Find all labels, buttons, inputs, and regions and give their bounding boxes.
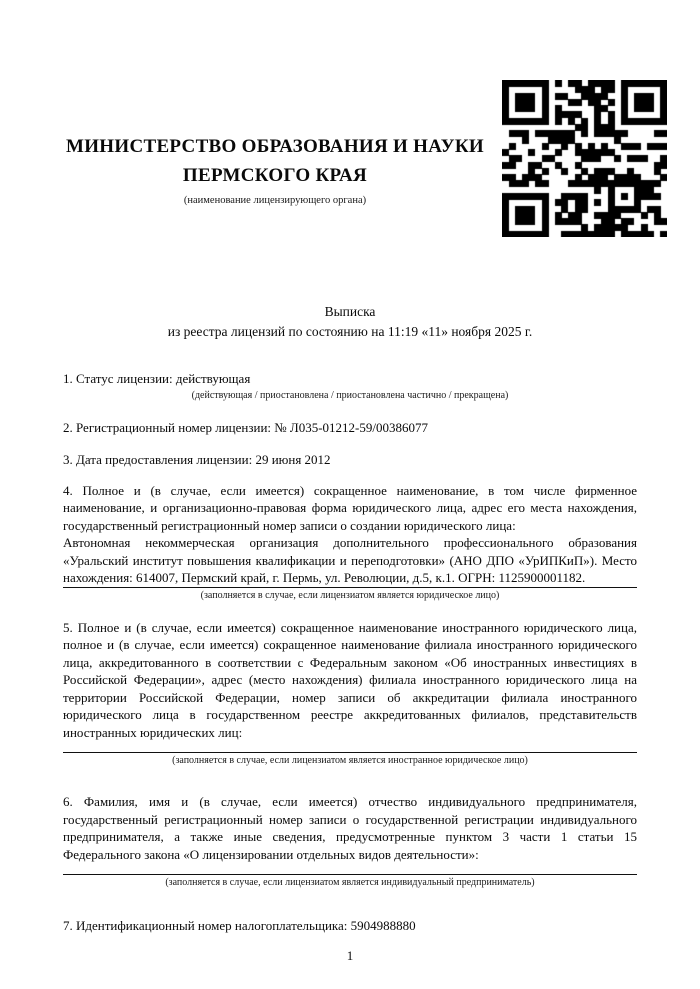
issuer-name-line2: ПЕРМСКОГО КРАЯ [182,165,368,186]
document-title-line1: Выписка [324,304,376,319]
item-6-text: 6. Фамилия, имя и (в случае, если имеется) отчество индивидуального предпринимателя, государственный регистрационный номер записи о государственной регистрации индивидуального предпринимателя, а также иные сведения, предусмотренные пунктом 3 части 1 статьи 15 Федерального закона «О лицензировании отдельных видов деятельности»: [63,794,637,862]
license-item-1-status [63,370,637,402]
issuer-caption: (наименование лицензирующего органа) [183,195,367,206]
qr-code-image [502,80,667,237]
item-4-text: 4. Полное и (в случае, если имеется) сокращенное наименование, в том числе фирменное наименование, и организационно-правовая форма юридического лица, адрес его места нахождения, государственный регистрационный номер записи о создании юридического лица: [63,482,637,533]
item-4-answer: Автономная некоммерческая организация дополнительного профессионального образования «Уральский институт повышения квалификации и переподготовки» (АНО ДПО «УрИПКиП»). Место нахождения: 614007, Пермский край, г. Пермь, ул. Революции, д.5, к.1. ОГРН: 1125900001182. [63,534,637,588]
item-5-caption: (заполняется в случае, если лицензиатом является иностранное юридическое лицо) [172,755,528,766]
license-item-4-legal-entity [63,482,637,602]
item-3-text: 3. Дата предоставления лицензии: 29 июня 2012 [63,452,331,467]
page-number: 1 [346,947,354,963]
issuer-header [63,0,487,207]
item-1-caption: (действующая / приостановлена / приостановлена частично / прекращена) [191,389,509,401]
license-item-7-inn [63,917,637,935]
item-7-text: 7. Идентификационный номер налогоплательщика: 5904988880 [63,918,416,933]
item-1-text: 1. Статус лицензии: действующая [63,371,251,386]
license-item-3-grant-date [63,451,637,469]
license-item-5-foreign-entity [63,619,637,768]
item-5-blank-answer-line [63,741,637,753]
issuer-name [63,132,487,190]
item-6-caption: (заполняется в случае, если лицензиатом является индивидуальный предприниматель) [165,877,535,888]
qr-code [502,80,667,237]
item-2-text: 2. Регистрационный номер лицензии: № Л035-01212-59/00386077 [63,419,429,435]
item-5-text: 5. Полное и (в случае, если имеется) сокращенное наименование иностранного юридического лица, полное и (в случае, если имеется) сокращенное наименование филиала иностранного юридического лица, аккредитованного в соответствии с Федеральным законом «Об иностранных инвестициях в Российской Федерации», адрес (место нахождения) филиала иностранного юридического лица на территории Российской Федерации, номер записи об аккредитации филиала иностранного юридического лица в государственном реестре аккредитованных филиалов, представительств иностранных юридических лиц: [63,619,637,740]
license-item-2-reg-number [63,419,637,437]
document-title [63,302,637,342]
issuer-name-line1: МИНИСТЕРСТВО ОБРАЗОВАНИЯ И НАУКИ [65,136,485,157]
item-6-blank-answer-line [63,863,637,875]
item-4-caption: (заполняется в случае, если лицензиатом является юридическое лицо) [200,589,500,601]
license-item-6-individual-entrepreneur [63,793,637,889]
document-title-line2: из реестра лицензий по состоянию на 11:19 «11» ноября 2025 г. [167,324,533,339]
